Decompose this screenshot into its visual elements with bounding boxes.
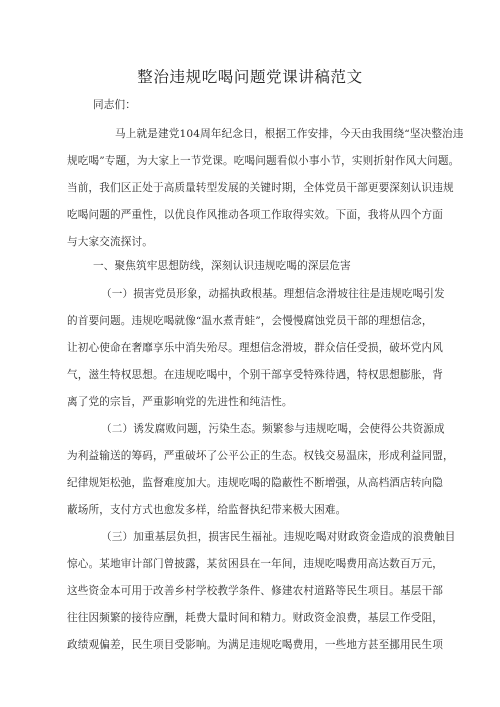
paragraph-line: 蔽场所，支付方式也愈发多样，给监督执纪带来极大困难。	[67, 504, 347, 516]
paragraph-line: 同志们：	[93, 99, 136, 111]
paragraph-line: 规吃喝”专题，为大家上一节党课。吃喝问题看似小事小节，实则折射作风大问题。	[67, 155, 460, 167]
paragraph-line: 的首要问题。违规吃喝就像“温水煮青蛙”，会慢慢腐蚀党员干部的理想信念，	[67, 315, 433, 327]
paragraph-line: 与大家交流探讨。	[67, 236, 153, 248]
paragraph-line: 离了党的宗旨，严重影响党的先进性和纯洁性。	[67, 396, 293, 408]
paragraph-line: 当前，我们区正处于高质量转型发展的关键时期，全体党员干部更要深刻认识违规	[67, 182, 454, 194]
paragraph-line: 政绩观偏差，民生项目受影响。为满足违规吃喝费用，一些地方甚至挪用民生项	[67, 639, 444, 651]
paragraph-line: （一）损害党员形象，动摇执政根基。理想信念滑坡往往是违规吃喝引发	[101, 288, 445, 300]
paragraph-line: 惊心。某地审计部门曾披露，某贫困县在一年间，违规吃喝费用高达数百万元，	[67, 558, 444, 570]
paragraph-line: 纪律规矩松弛，监督难度加大。违规吃喝的隐蔽性不断增强，从高档酒店转向隐	[67, 477, 444, 489]
paragraph-line: 这些资金本可用于改善乡村学校教学条件、修建农村道路等民生项目。基层干部	[67, 585, 444, 597]
paragraph-line: 吃喝问题的严重性，以优良作风推动各项工作取得实效。下面，我将从四个方面	[67, 209, 444, 221]
section-heading: 一、聚焦筑牢思想防线，深刻认识违规吃喝的深层危害	[93, 260, 351, 272]
document-title: 整治违规吃喝问题党课讲稿范文	[137, 68, 363, 86]
paragraph-line: 为利益输送的筹码，严重破坏了公平公正的生态。权钱交易温床，形成利益同盟，	[67, 450, 454, 462]
paragraph-line: 气，滋生特权思想。在违规吃喝中，个别干部享受特殊待遇，特权思想膨胀，背	[67, 369, 444, 381]
paragraph-line: 往往因频繁的接待应酬，耗费大量时间和精力。财政资金浪费，基层工作受阻，	[67, 612, 444, 624]
paragraph-line: 马上就是建党104周年纪念日，根据工作安排，今天由我围绕“坚决整治违	[115, 128, 464, 140]
paragraph-line: 让初心使命在奢靡享乐中消失殆尽。理想信念滑坡，群众信任受损，破坏党内风	[67, 342, 444, 354]
paragraph-line: （三）加重基层负担，损害民生福祉。违规吃喝对财政资金造成的浪费触目	[101, 531, 456, 543]
paragraph-line: （二）诱发腐败问题，污染生态。频繁参与违规吃喝，会使得公共资源成	[101, 423, 445, 435]
